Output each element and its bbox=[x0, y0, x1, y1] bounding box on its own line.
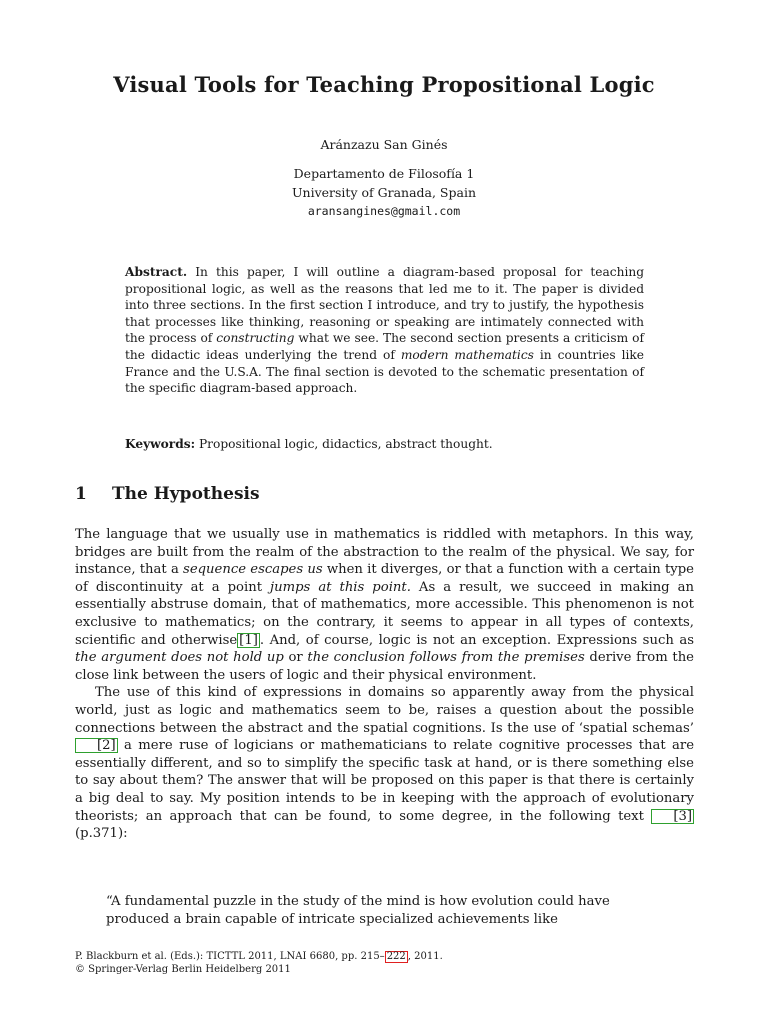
citation-link-3[interactable]: [3] bbox=[651, 809, 694, 824]
p2-text-c: (p.371): bbox=[75, 826, 128, 842]
p2-text-a: The use of this kind of expressions in domains so apparently away from the physical world, just as logic and mathematics seem to be, raises a question about the possible connections between the abstract and the spatial cognitions. Is the use of ‘spatial schemas’ bbox=[75, 685, 694, 736]
author-email[interactable]: aransangines@gmail.com bbox=[307, 204, 461, 218]
paragraph-1 bbox=[75, 526, 694, 684]
p1-text-e: or bbox=[283, 650, 308, 666]
section-number: 1 bbox=[75, 484, 87, 504]
p1-text-f: derive from the close link between the users of logic and their physical environment. bbox=[75, 650, 694, 683]
footer-line-1 bbox=[75, 950, 443, 963]
footer-year: , 2011. bbox=[407, 951, 443, 962]
section-title: The Hypothesis bbox=[112, 484, 260, 504]
p1-emphasis-a: sequence escapes us bbox=[183, 562, 323, 578]
p1-emphasis-b: jumps at this point. bbox=[270, 579, 411, 595]
p1-emphasis-d: the argument does not hold up bbox=[75, 650, 284, 666]
department: Departamento de Filosofía 1 bbox=[293, 166, 475, 181]
affiliation-block bbox=[0, 164, 768, 221]
p1-emphasis-e: the conclusion follows from the premises bbox=[307, 650, 585, 666]
keywords bbox=[125, 436, 644, 453]
keywords-label: Keywords: bbox=[125, 437, 196, 451]
body-text bbox=[75, 526, 694, 843]
paper-title: Visual Tools for Teaching Propositional Logic bbox=[113, 72, 655, 97]
abstract-text-2: what we see. The second section presents a criticism of the didactic ideas underlying the trend of bbox=[125, 331, 644, 362]
abstract-label: Abstract. bbox=[125, 265, 188, 279]
abstract-text-1: In this paper, I will outline a diagram-based proposal for teaching propositional logic, as well as the reasons that led me to it. The paper is divided into three sections. In the first section I introduce, and try to justify, the hypothesis that processes like thinking, reasoning or speaking are intimately connected with the process of bbox=[125, 265, 644, 346]
p1-text-c: As a result, we succeed in making an essentially abstruse domain, that of mathematics, more accessible. This phenomenon is not exclusive to mathematics; on the contrary, it seems to appear in all types of contexts, scientific and otherwise bbox=[75, 579, 694, 648]
p1-text-a: The language that we usually use in mathematics is riddled with metaphors. In this way, bridges are built from the realm of the abstraction to the realm of the physical. We say, for instance, that a bbox=[75, 527, 694, 578]
author-name: Aránzazu San Ginés bbox=[320, 137, 448, 152]
footer-citation: P. Blackburn et al. (Eds.): TICTTL 2011, LNAI 6680, pp. 215– bbox=[75, 951, 385, 962]
abstract-text-3: in countries like France and the U.S.A. The final section is devoted to the schematic presentation of the specific diagram-based approach. bbox=[125, 347, 644, 396]
block-quote: “A fundamental puzzle in the study of the mind is how evolution could have produced a brain capable of intricate specialized achievements like bbox=[106, 894, 610, 927]
p2-text-b: a mere ruse of logicians or mathematicians to relate cognitive processes that are essentially different, and so to simplify the specific task at hand, or is there something else to say about them? The answer that will be proposed on this paper is that there is certainly a big deal to say. My position intends to be in keeping with the approach of evolutionary theorists; an approach that can be found, to some degree, in the following text bbox=[75, 738, 694, 824]
abstract-emphasis-1: constructing bbox=[216, 331, 295, 346]
section-heading bbox=[75, 484, 260, 504]
citation-link-2[interactable]: [2] bbox=[75, 738, 118, 753]
paragraph-2 bbox=[75, 684, 694, 842]
keywords-text: Propositional logic, didactics, abstract thought. bbox=[195, 437, 493, 451]
p1-text-d: . And, of course, logic is not an exception. Expressions such as bbox=[259, 632, 694, 648]
footer bbox=[75, 950, 443, 976]
abstract-emphasis-2: modern mathematics bbox=[400, 347, 534, 362]
citation-link-1[interactable]: [1] bbox=[239, 632, 258, 648]
footer-copyright: © Springer-Verlag Berlin Heidelberg 2011 bbox=[75, 964, 291, 975]
university: University of Granada, Spain bbox=[292, 185, 476, 200]
page-range-link[interactable]: 222 bbox=[386, 951, 406, 962]
abstract bbox=[125, 264, 644, 397]
p1-text-b: when it diverges, or that a function with a certain type of discontinuity at a point bbox=[75, 562, 694, 595]
